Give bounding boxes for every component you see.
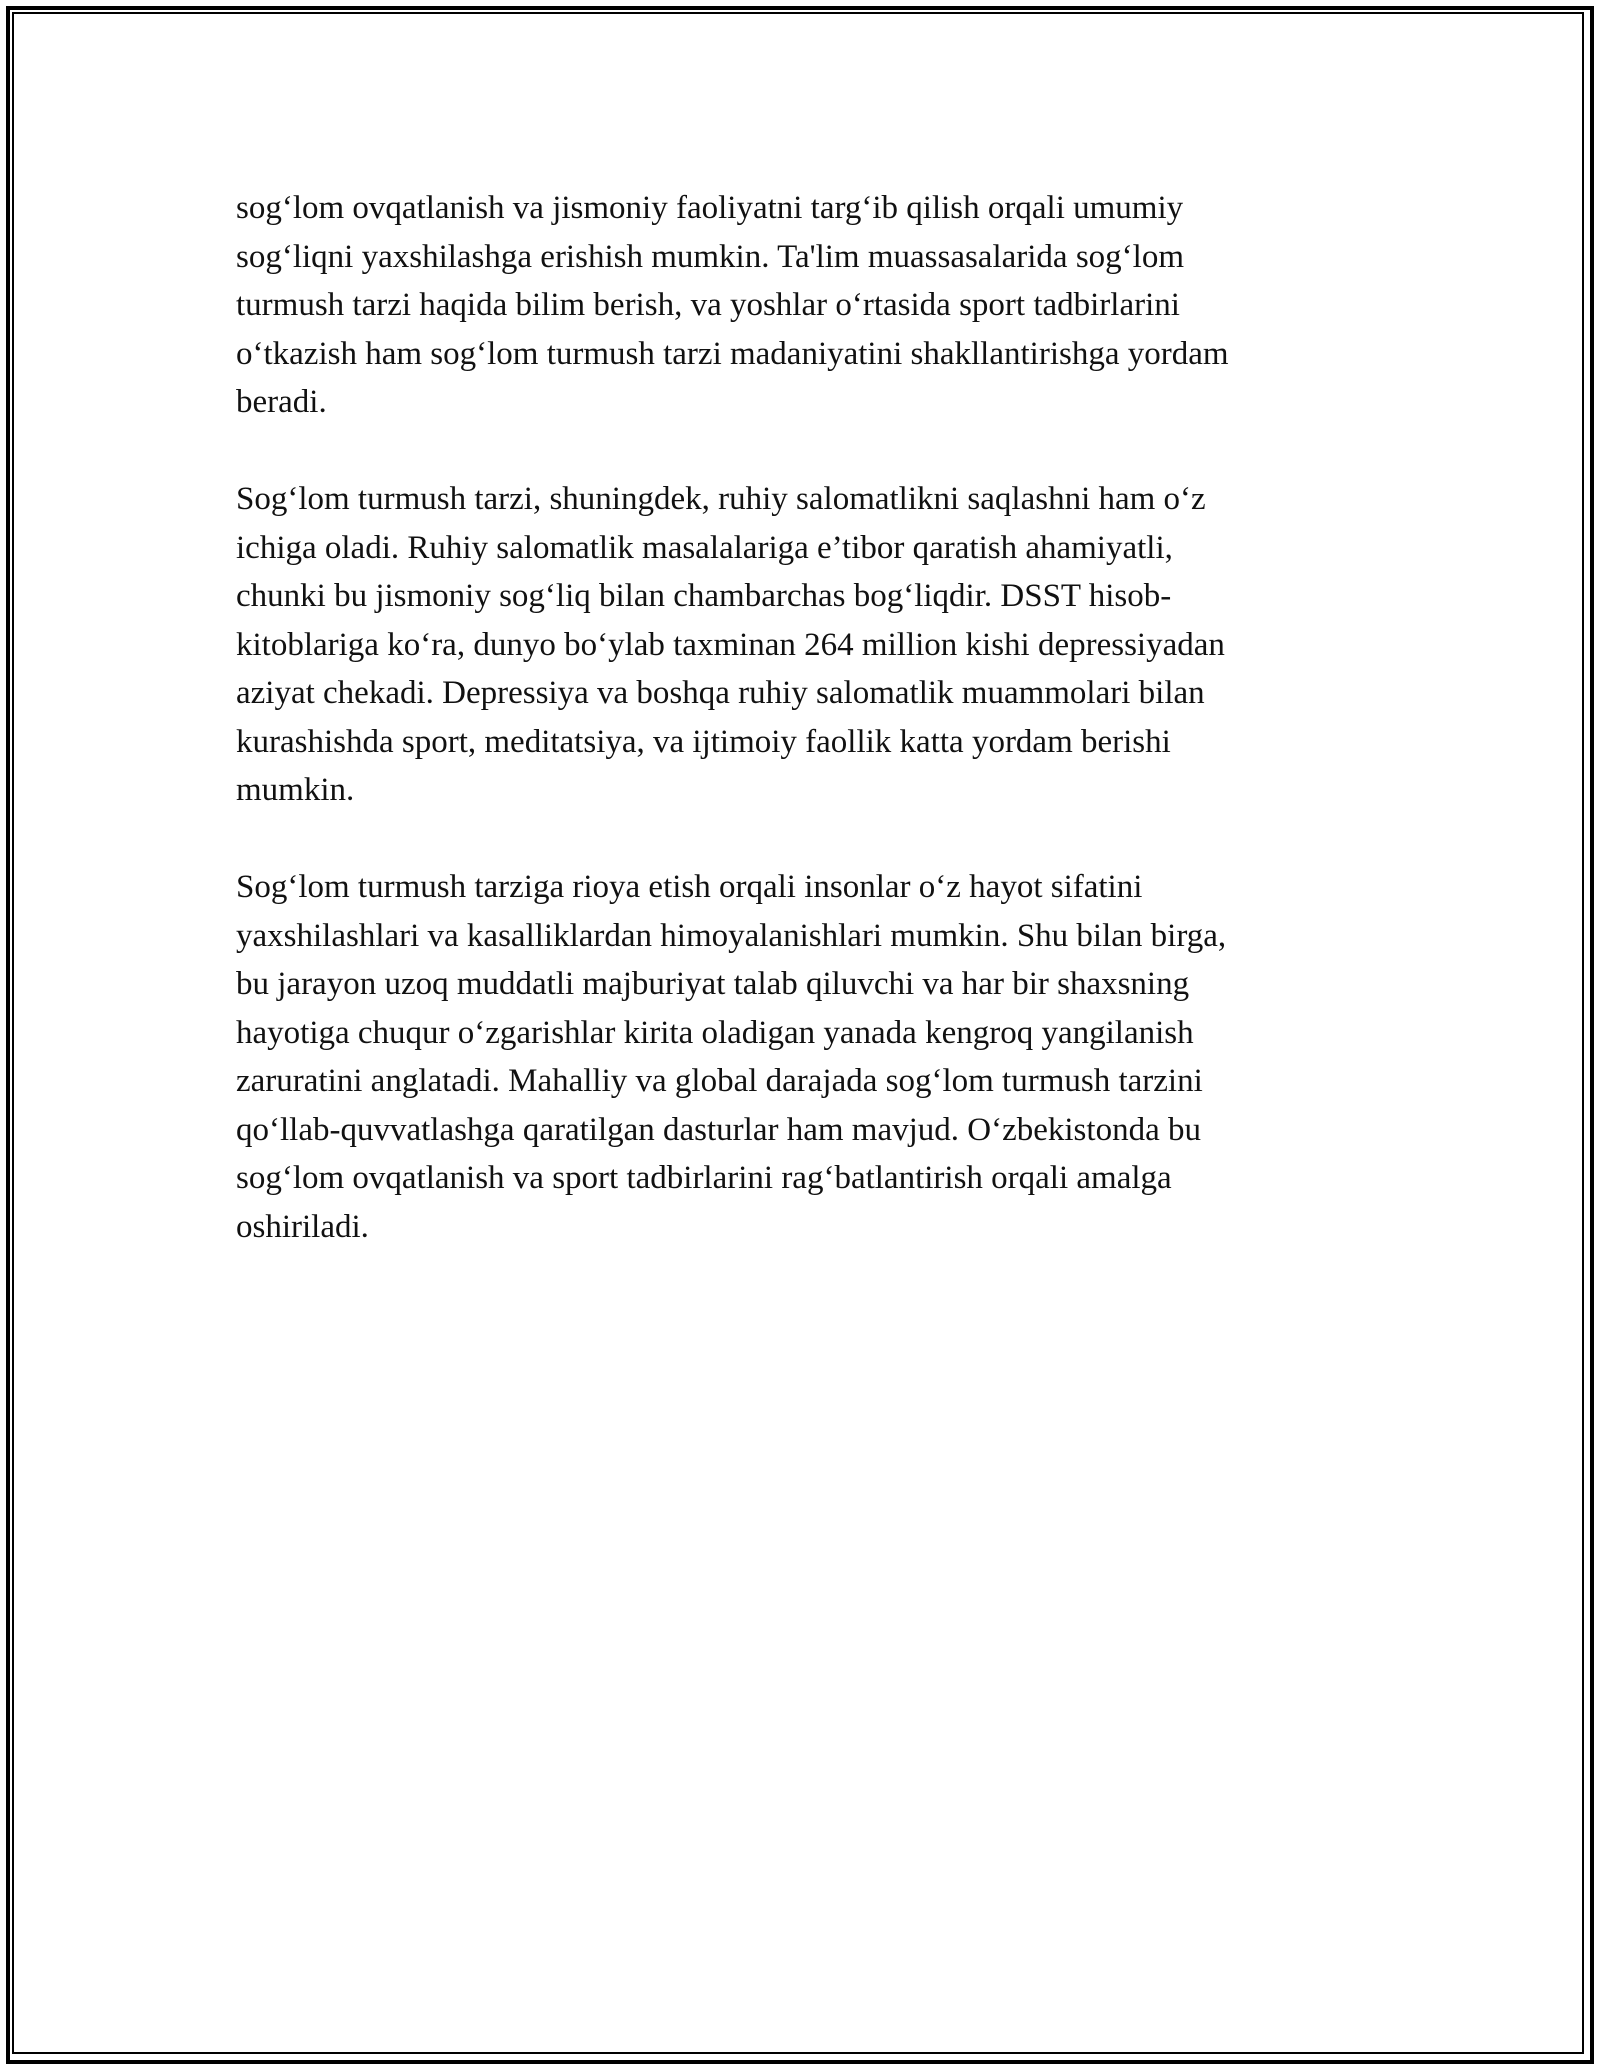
document-body (236, 184, 1366, 1300)
text-line: sog‘liqni yaxshilashga erishish mumkin. Ta'lim muassasalarida sog‘lom (236, 238, 1184, 275)
text-line: o‘tkazish ham sog‘lom turmush tarzi madaniyatini shakllantirishga yordam (236, 335, 1229, 372)
text-line: Sog‘lom turmush tarziga rioya etish orqali insonlar o‘z hayot sifatini (236, 869, 1143, 905)
text-line: yaxshilashlari va kasalliklardan himoyalanishlari mumkin. Shu bilan birga, (236, 917, 1227, 954)
paragraph-1 (236, 184, 1366, 427)
text-line: oshiriladi. (236, 1208, 369, 1245)
text-line: ichiga oladi. Ruhiy salomatlik masalalariga e’tibor qaratish ahamiyatli, (236, 529, 1173, 566)
text-line: kitoblariga ko‘ra, dunyo bo‘ylab taxminan 264 million kishi depressiyadan (236, 626, 1225, 663)
text-line: bu jarayon uzoq muddatli majburiyat talab qiluvchi va har bir shaxsning (236, 966, 1190, 1002)
text-line: hayotiga chuqur o‘zgarishlar kirita oladigan yanada kengroq yangilanish (236, 1014, 1194, 1051)
text-line: sog‘lom ovqatlanish va sport tadbirlarini rag‘batlantirish orqali amalga (236, 1160, 1172, 1196)
text-line: beradi. (236, 384, 327, 420)
text-line: zaruratini anglatadi. Mahalliy va global darajada sog‘lom turmush tarzini (236, 1063, 1203, 1099)
text-line: kurashishda sport, meditatsiya, va ijtimoiy faollik katta yordam berishi (236, 723, 1171, 760)
text-line: aziyat chekadi. Depressiya va boshqa ruhiy salomatlik muammolari bilan (236, 675, 1205, 711)
paragraph-2 (236, 475, 1366, 815)
paragraph-3 (236, 863, 1366, 1251)
text-line: mumkin. (236, 772, 355, 808)
text-line: chunki bu jismoniy sog‘liq bilan chambarchas bog‘liqdir. DSST hisob- (236, 578, 1172, 614)
text-line: Sog‘lom turmush tarzi, shuningdek, ruhiy salomatlikni saqlashni ham o‘z (236, 481, 1206, 517)
text-line: qo‘llab-quvvatlashga qaratilgan dasturlar ham mavjud. O‘zbekistonda bu (236, 1111, 1201, 1148)
text-line: turmush tarzi haqida bilim berish, va yoshlar o‘rtasida sport tadbirlarini (236, 287, 1180, 323)
text-line: sog‘lom ovqatlanish va jismoniy faoliyatni targ‘ib qilish orqali umumiy (236, 190, 1184, 226)
